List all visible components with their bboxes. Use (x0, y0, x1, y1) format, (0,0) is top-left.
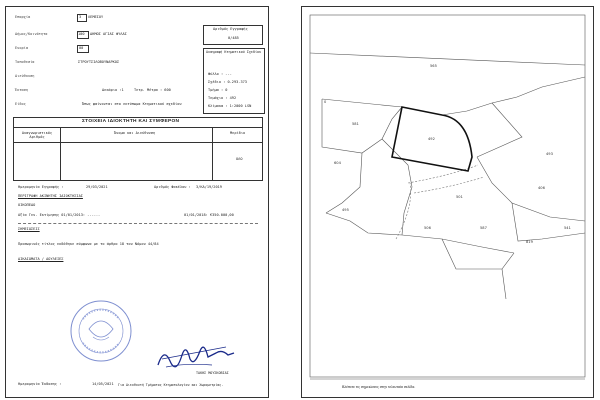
cadastral-map (302, 7, 593, 397)
owners-col-share: Μερίδιο (230, 131, 246, 135)
parcel-label: 604 (334, 161, 341, 165)
cadastral-map-page (301, 6, 594, 398)
registration-box (203, 25, 263, 45)
boundary-line (402, 235, 514, 253)
map-plot: Τεμάχιο : 492 (208, 96, 237, 100)
parcel-label: 0 (324, 100, 327, 104)
map-scale: Κλίμακα : 1:2000 LSN (208, 104, 252, 108)
district-value: ΛΕΜΕΣΟΥ (88, 15, 104, 19)
owners-table (13, 117, 263, 181)
signatory-name: ΤΑΚΗΣ ΜΟΥΣΚΟΒΙΑΣ (196, 371, 229, 375)
boundary-line (477, 103, 522, 157)
valuation-2018: 01/01/2018: €350.000,00 (184, 213, 234, 217)
locality-value: ΣΤΡΟΥΤΣΙΛΟΒΟΥΝΑΡΚΟΣ (78, 60, 120, 64)
parcel-label: 501 (456, 195, 463, 199)
description-title: ΠΕΡΙΓΡΑΦΗ ΑΚΙΝΗΤΗΣ ΙΔΙΟΚΤΗΣΙΑΣ (18, 194, 83, 198)
area-value-2: Τετρ. Μέτρα : 600 (134, 88, 171, 92)
parcel-label: 492 (428, 137, 435, 141)
boundary-line (477, 157, 585, 221)
official-seal (69, 299, 133, 363)
parcel-label: 819 (526, 240, 533, 244)
parcel-label: 406 (538, 186, 545, 190)
owners-columns (14, 127, 262, 143)
map-frame (310, 15, 585, 377)
registration-title: Αριθμός Εγγραφής (213, 27, 248, 31)
parcel-label: 581 (352, 122, 359, 126)
map-info-title: Αναγραφή Κτηματικού Σχεδίου (206, 50, 262, 54)
owners-col-divider-2 (212, 127, 213, 180)
boundary-line (442, 239, 514, 269)
area-label: Έκταση (15, 88, 28, 92)
owner-share: ΟΛΟ (236, 157, 243, 161)
quarter-code: 00 (79, 46, 84, 50)
type-label: Είδος (15, 102, 26, 106)
parcel-label: 506 (424, 226, 431, 230)
reg-date-label: Ημερομηνία Εγγραφής : (18, 185, 64, 189)
issue-date-value: 14/05/2021 (92, 382, 114, 386)
boundary-line (310, 53, 585, 65)
boundary-line (326, 153, 362, 213)
map-plan: Σχέδιο : 0-293-373 (208, 80, 247, 84)
parcel-label: 587 (480, 226, 487, 230)
parcel-label: 495 (342, 208, 349, 212)
issue-date-label: Ημερομηνία Έκδοσης : (18, 382, 62, 386)
rights-title: ΔΙΚΑΙΩΜΑΤΑ / ΔΟΥΛΕΙΕΣ (18, 257, 64, 261)
municipality-value: ΔΗΜΟΣ ΑΓΙΑΣ ΦΥΛΑΣ (90, 32, 127, 36)
owners-title: ΣΤΟΙΧΕΙΑ ΙΔΙΟΚΤΗΤΗ ΚΑΙ ΣΥΜΦΕΡΟΝ (82, 119, 180, 124)
road-edge (396, 183, 411, 239)
registration-value: 0/485 (228, 36, 239, 40)
owners-col-divider-1 (60, 127, 61, 180)
signature (156, 337, 236, 371)
owners-col-id: Αναγνωριστικός Αριθμός (21, 131, 53, 140)
parcel-label: 565 (430, 64, 437, 68)
file-no-value: 3/ΚΑ/19/2019 (196, 185, 222, 189)
separator-line (18, 223, 258, 224)
issue-authority: Για Διευθυντή Τμήματος Κτηματολογίου και Χωρομετρίας. (118, 383, 224, 387)
municipality-code: 100 (78, 32, 85, 36)
owners-col-name: Όνομα και Διεύθυνση (114, 131, 156, 135)
municipality-label: Δήμος/Κοινότητα (15, 32, 48, 36)
map-sheet: Φύλλο : --- (208, 72, 232, 76)
road-edge (414, 177, 484, 193)
area-value-1: Δεκάριο :1 (102, 88, 124, 92)
remarks-title: ΣΗΜΕΙΩΣΕΙΣ (18, 227, 40, 231)
reg-date-value: 29/03/2021 (86, 185, 108, 189)
map-block: Τμήμα : 0 (208, 88, 228, 92)
valuation-2013: Αξία Γεν. Εκτίμησης 01/01/2013: ------ (18, 213, 101, 217)
quarter-label: Ενορία (15, 46, 28, 50)
description-value: ΟΙΚΟΠΕΔΟ (18, 203, 36, 207)
map-footer-note: Βλέπετε τις σημειώσεις στην τελευταία σελίδα. (342, 385, 416, 389)
locality-label: Τοποθεσία (15, 60, 35, 64)
file-no-label: Αριθμός Φακέλου : (154, 185, 191, 189)
boundary-line (502, 269, 506, 299)
district-label: Επαρχία (15, 15, 31, 19)
remarks-text: Προσωρινός τίτλος εκδόθηκε σύμφωνα με το άρθρο 18 του Νόμου 44/84 (18, 242, 159, 246)
address-label: Διεύθυνση (15, 74, 35, 78)
title-deed-page (5, 6, 269, 398)
boundary-line (382, 139, 412, 235)
type-value: Όπως φαίνονται στο εκτύπωμα Κτηματικού σχεδίου (82, 102, 182, 106)
parcel-label: 541 (564, 226, 571, 230)
map-info-box (203, 48, 265, 114)
road-edge (408, 165, 478, 183)
boundary-line (326, 213, 402, 235)
boundary-line (512, 203, 585, 241)
boundary-line (322, 99, 402, 153)
district-code: 3 (79, 15, 82, 19)
boundary-line (322, 77, 585, 115)
parcel-label: 493 (546, 152, 553, 156)
